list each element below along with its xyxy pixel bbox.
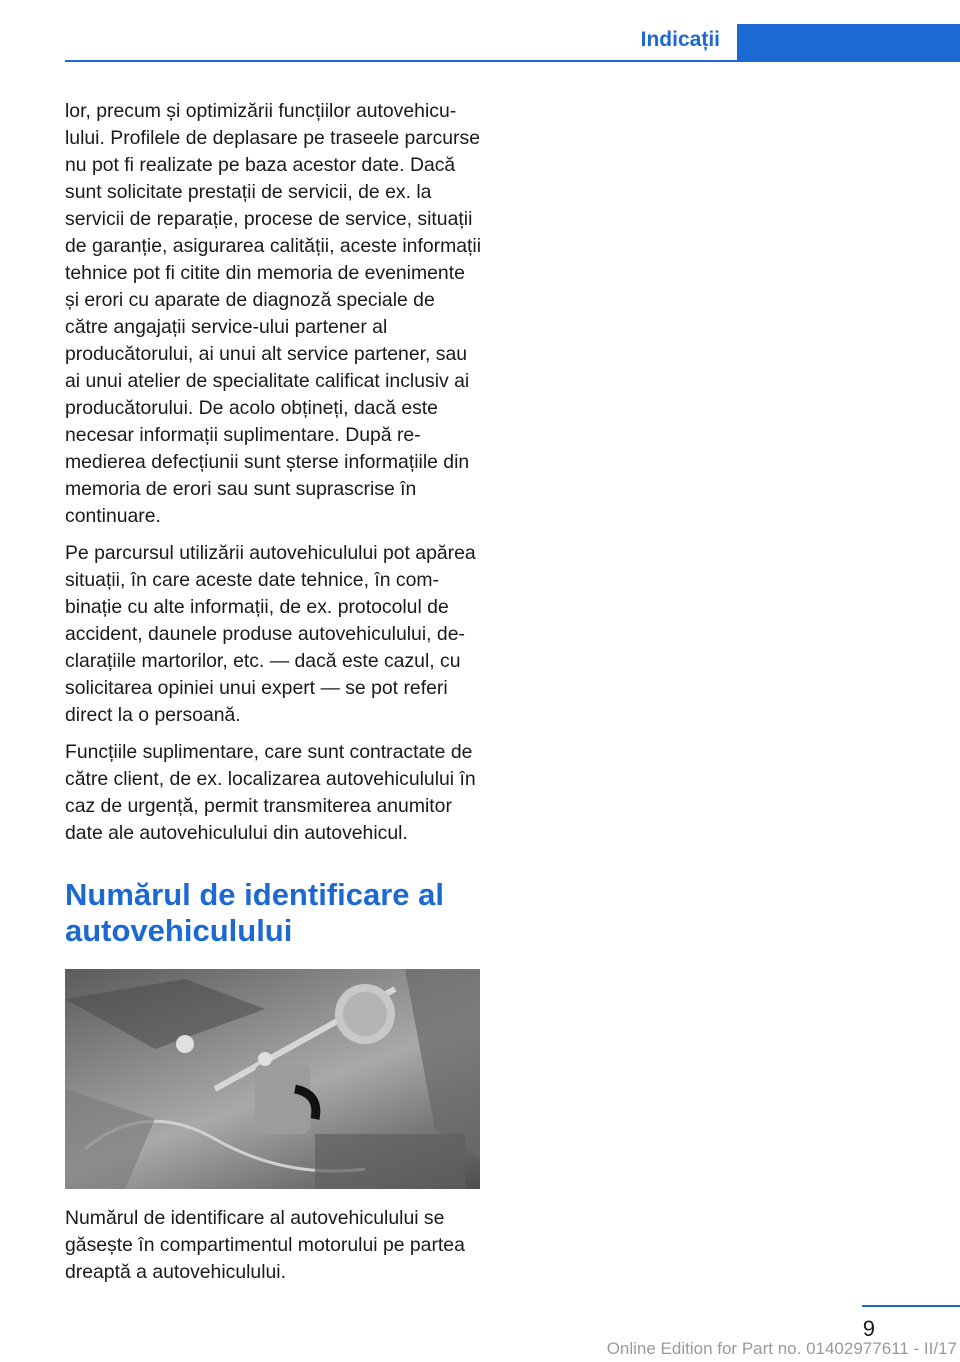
header-rule bbox=[65, 60, 737, 62]
header-tab bbox=[737, 24, 960, 62]
section-heading: Numărul de identificare al autovehiculului bbox=[65, 877, 444, 948]
page-content bbox=[65, 98, 483, 1296]
figure-caption: Numărul de identificare al autovehiculului se găsește în compartimentul motorului pe partea dreaptă a autovehiculului. bbox=[65, 1207, 465, 1283]
engine-bay-photo bbox=[65, 969, 480, 1189]
section-title: Indicații bbox=[640, 28, 720, 51]
engine-bay-illustration bbox=[65, 969, 480, 1189]
body-paragraph-1: lor, precum și optimizării funcțiilor autovehiculului. Profilele de deplasare pe traseele parcurse nu pot fi realizate pe baza acestor date. Dacă sunt solicitate prestații de servicii, de ex. la servicii de reparație, procese de service, situații de garanție, asigurarea calității, aceste informații tehnice pot fi citite din memoria de evenimente și erori cu aparate de diagnoză speciale de către angajații service-ului partener al producătorului, ai unui alt service partener, sau ai unui atelier de specialitate calificat inclusiv ai producătorului. De acolo obțineți, dacă este necesar informații suplimentare. După remedierea defecțiunii sunt șterse informațiile din memoria de erori sau sunt suprascrise în continuare. bbox=[65, 100, 482, 527]
edition-note: Online Edition for Part no. 01402977611 - II/17 bbox=[606, 1339, 957, 1358]
footer-rule bbox=[862, 1305, 960, 1307]
body-paragraph-3: Funcțiile suplimentare, care sunt contractate de către client, de ex. localizarea autovehiculului în caz de urgență, permit transmiterea anumitor date ale autovehiculului din autovehicul. bbox=[65, 741, 476, 844]
body-paragraph-2: Pe parcursul utilizării autovehiculului pot apărea situații, în care aceste date tehnice, în combinație cu alte informații, de ex. protocolul de accident, daunele produse autovehiculului, declarațiile martorilor, etc. — dacă este cazul, cu solicitarea opiniei unui expert — se pot referi direct la o persoană. bbox=[65, 542, 476, 726]
page-number: 9 bbox=[862, 1316, 875, 1341]
